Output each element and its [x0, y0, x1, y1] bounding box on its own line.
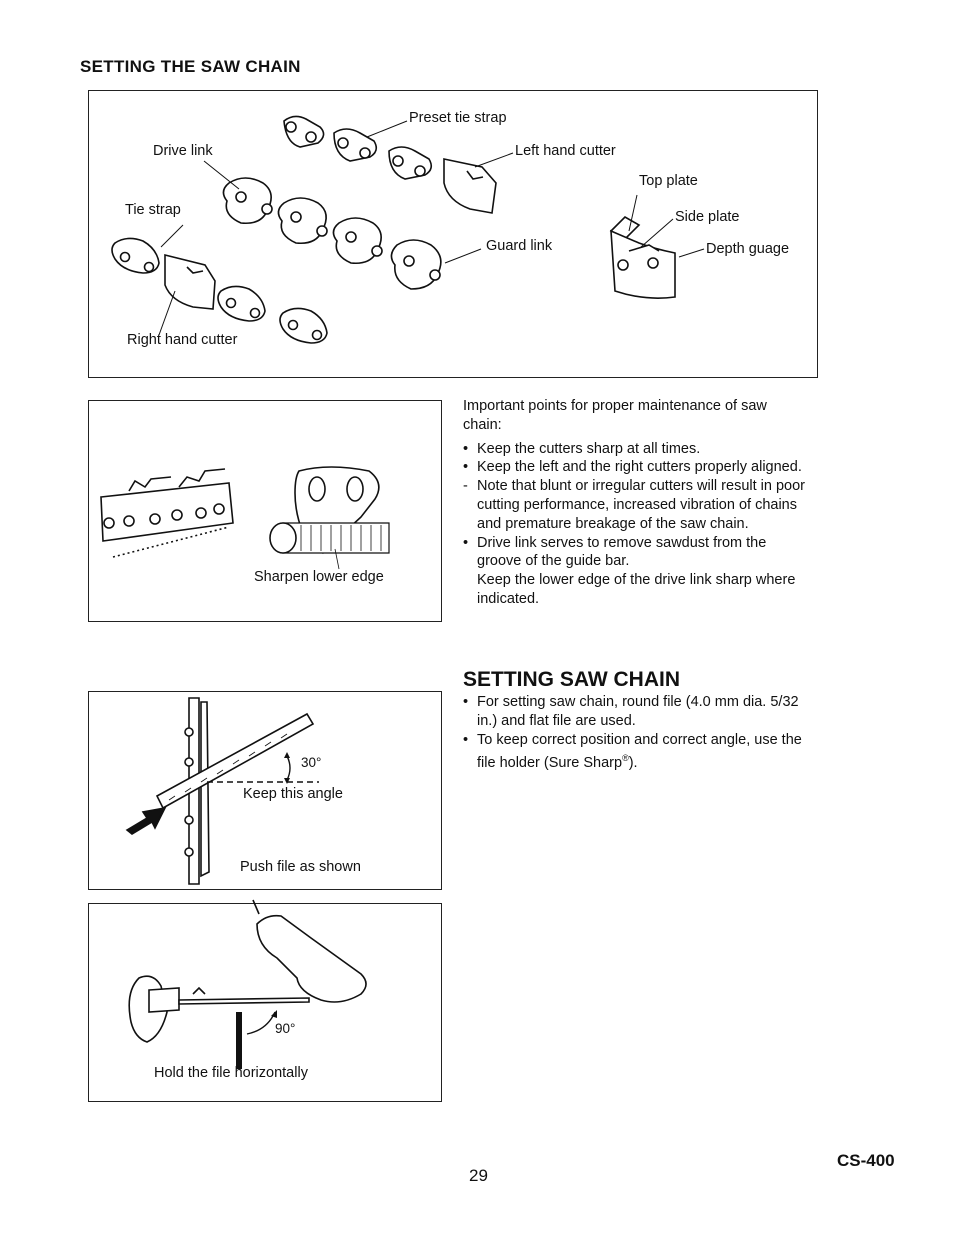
- hold-file-figure: [88, 903, 442, 1102]
- label-top-plate: Top plate: [639, 173, 698, 189]
- label-drive-link: Drive link: [153, 143, 213, 159]
- file-angle-figure: [88, 691, 442, 890]
- list-item: • Keep the left and the right cutters properly aligned.: [463, 459, 802, 476]
- setting-saw-chain-heading: SETTING SAW CHAIN: [463, 668, 681, 691]
- label-tie-strap: Tie strap: [125, 202, 181, 218]
- keep-angle-caption: Keep this angle: [243, 786, 343, 802]
- sharpen-lower-edge-caption: Sharpen lower edge: [254, 569, 384, 585]
- label-side-plate: Side plate: [675, 209, 740, 225]
- list-item: • To keep correct position and correct angle, use the file holder (Sure Sharp®).: [463, 731, 802, 772]
- chain-parts-figure: [88, 90, 818, 378]
- drive-link-illustration: [89, 401, 441, 621]
- push-file-caption: Push file as shown: [240, 859, 361, 875]
- maintenance-intro: Important points for proper maintenance of saw chain:: [463, 398, 767, 433]
- sharpen-lower-edge-figure: [88, 400, 442, 622]
- label-left-hand-cutter: Left hand cutter: [515, 143, 616, 159]
- angle-90-label: 90°: [275, 1021, 296, 1036]
- section-title: SETTING THE SAW CHAIN: [80, 57, 301, 76]
- angle-30-label: 30°: [301, 755, 322, 770]
- registered-mark: ®: [622, 753, 629, 764]
- list-item: • For setting saw chain, round file (4.0 mm dia. 5/32 in.) and flat file are used.: [463, 694, 799, 729]
- label-guard-link: Guard link: [486, 238, 553, 254]
- label-right-hand-cutter: Right hand cutter: [127, 332, 238, 348]
- list-item: Keep the lower edge of the drive link sharp where indicated.: [477, 572, 796, 607]
- list-item: • Keep the cutters sharp at all times.: [463, 440, 701, 457]
- list-item: - Note that blunt or irregular cutters will result in poor cutting performance, increased vibration of chains and premature breakage of the saw chain.: [463, 478, 806, 532]
- list-item: • Drive link serves to remove sawdust from the groove of the guide bar.: [463, 534, 767, 570]
- page-number: 29: [469, 1166, 488, 1185]
- hold-file-caption: Hold the file horizontally: [154, 1065, 308, 1081]
- label-depth-gauge: Depth guage: [706, 241, 790, 257]
- setting-notes: [463, 693, 808, 773]
- maintenance-notes: [463, 397, 808, 609]
- model-number: CS-400: [837, 1151, 895, 1170]
- label-preset-tie-strap: Preset tie strap: [409, 110, 507, 126]
